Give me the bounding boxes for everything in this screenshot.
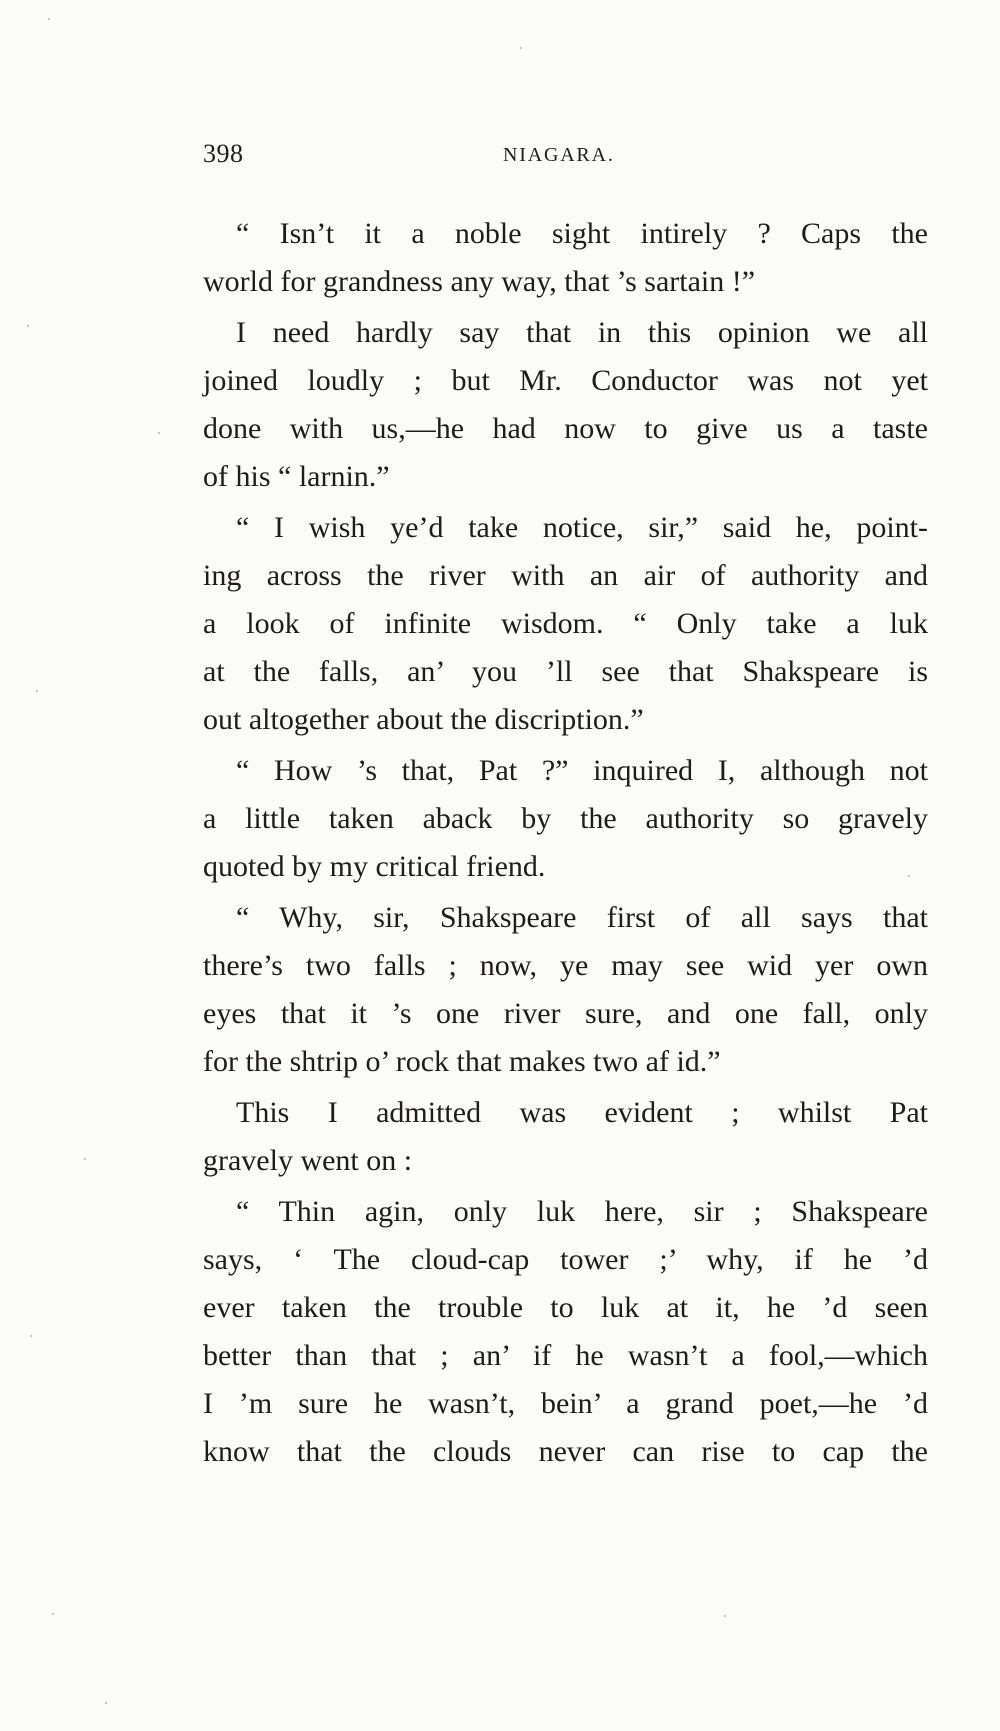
text-line: for the shtrip o’ rock that makes two af id.” bbox=[203, 1045, 721, 1078]
paper-speck bbox=[520, 47, 522, 49]
text-line: says, ‘ The cloud-cap tower ;’ why, if he ’d bbox=[203, 1243, 928, 1276]
paragraph-1 bbox=[203, 210, 928, 306]
paper-speck bbox=[27, 325, 29, 327]
text-line: done with us,—he had now to give us a taste bbox=[203, 412, 928, 445]
text-line: This I admitted was evident ; whilst Pat bbox=[236, 1096, 928, 1129]
text-line: better than that ; an’ if he wasn’t a fool,—which bbox=[203, 1339, 928, 1372]
text-line: out altogether about the discription.” bbox=[203, 703, 644, 736]
body-text bbox=[203, 210, 928, 1476]
text-line: quoted by my critical friend. bbox=[203, 850, 546, 883]
text-line: gravely went on : bbox=[203, 1144, 413, 1177]
text-line: at the falls, an’ you ’ll see that Shakspeare is bbox=[203, 655, 928, 688]
text-line: a look of infinite wisdom. “ Only take a luk bbox=[203, 607, 928, 640]
text-line: I ’m sure he wasn’t, bein’ a grand poet,—he ’d bbox=[203, 1387, 928, 1420]
text-line: of his “ larnin.” bbox=[203, 460, 390, 493]
text-line: “ I wish ye’d take notice, sir,” said he, point- bbox=[236, 511, 928, 544]
paragraph-5 bbox=[203, 894, 928, 1086]
paper-speck bbox=[105, 1702, 107, 1704]
text-line: “ Why, sir, Shakspeare first of all says that bbox=[236, 901, 928, 934]
text-line: there’s two falls ; now, ye may see wid yer own bbox=[203, 949, 928, 982]
text-line: world for grandness any way, that ’s sartain !” bbox=[203, 265, 756, 298]
paper-speck bbox=[908, 875, 910, 877]
text-line: “ Thin agin, only luk here, sir ; Shakspeare bbox=[236, 1195, 928, 1228]
paper-speck bbox=[48, 18, 50, 20]
page-header bbox=[203, 138, 640, 178]
paragraph-3 bbox=[203, 504, 928, 744]
text-line: “ Isn’t it a noble sight intirely ? Caps the bbox=[236, 217, 928, 250]
paper-speck bbox=[724, 1615, 726, 1617]
paragraph-4 bbox=[203, 747, 928, 891]
text-line: know that the clouds never can rise to cap the bbox=[203, 1435, 928, 1468]
text-line: ever taken the trouble to luk at it, he ’d seen bbox=[203, 1291, 928, 1324]
text-line: a little taken aback by the authority so gravely bbox=[203, 802, 928, 835]
text-line: I need hardly say that in this opinion we all bbox=[236, 316, 928, 349]
paper-speck bbox=[30, 1335, 32, 1337]
paper-speck bbox=[158, 432, 160, 434]
paper-speck bbox=[84, 1158, 86, 1160]
paragraph-7 bbox=[203, 1188, 928, 1476]
paper-speck bbox=[52, 1613, 54, 1615]
text-line: ing across the river with an air of authority and bbox=[203, 559, 928, 592]
running-head: NIAGARA. bbox=[503, 144, 615, 166]
paragraph-2 bbox=[203, 309, 928, 501]
page-number: 398 bbox=[203, 139, 244, 168]
text-line: “ How ’s that, Pat ?” inquired I, although not bbox=[236, 754, 928, 787]
paper-speck bbox=[36, 690, 38, 692]
text-line: eyes that it ’s one river sure, and one fall, only bbox=[203, 997, 928, 1030]
paragraph-6 bbox=[203, 1089, 928, 1185]
text-line: joined loudly ; but Mr. Conductor was not yet bbox=[203, 364, 928, 397]
